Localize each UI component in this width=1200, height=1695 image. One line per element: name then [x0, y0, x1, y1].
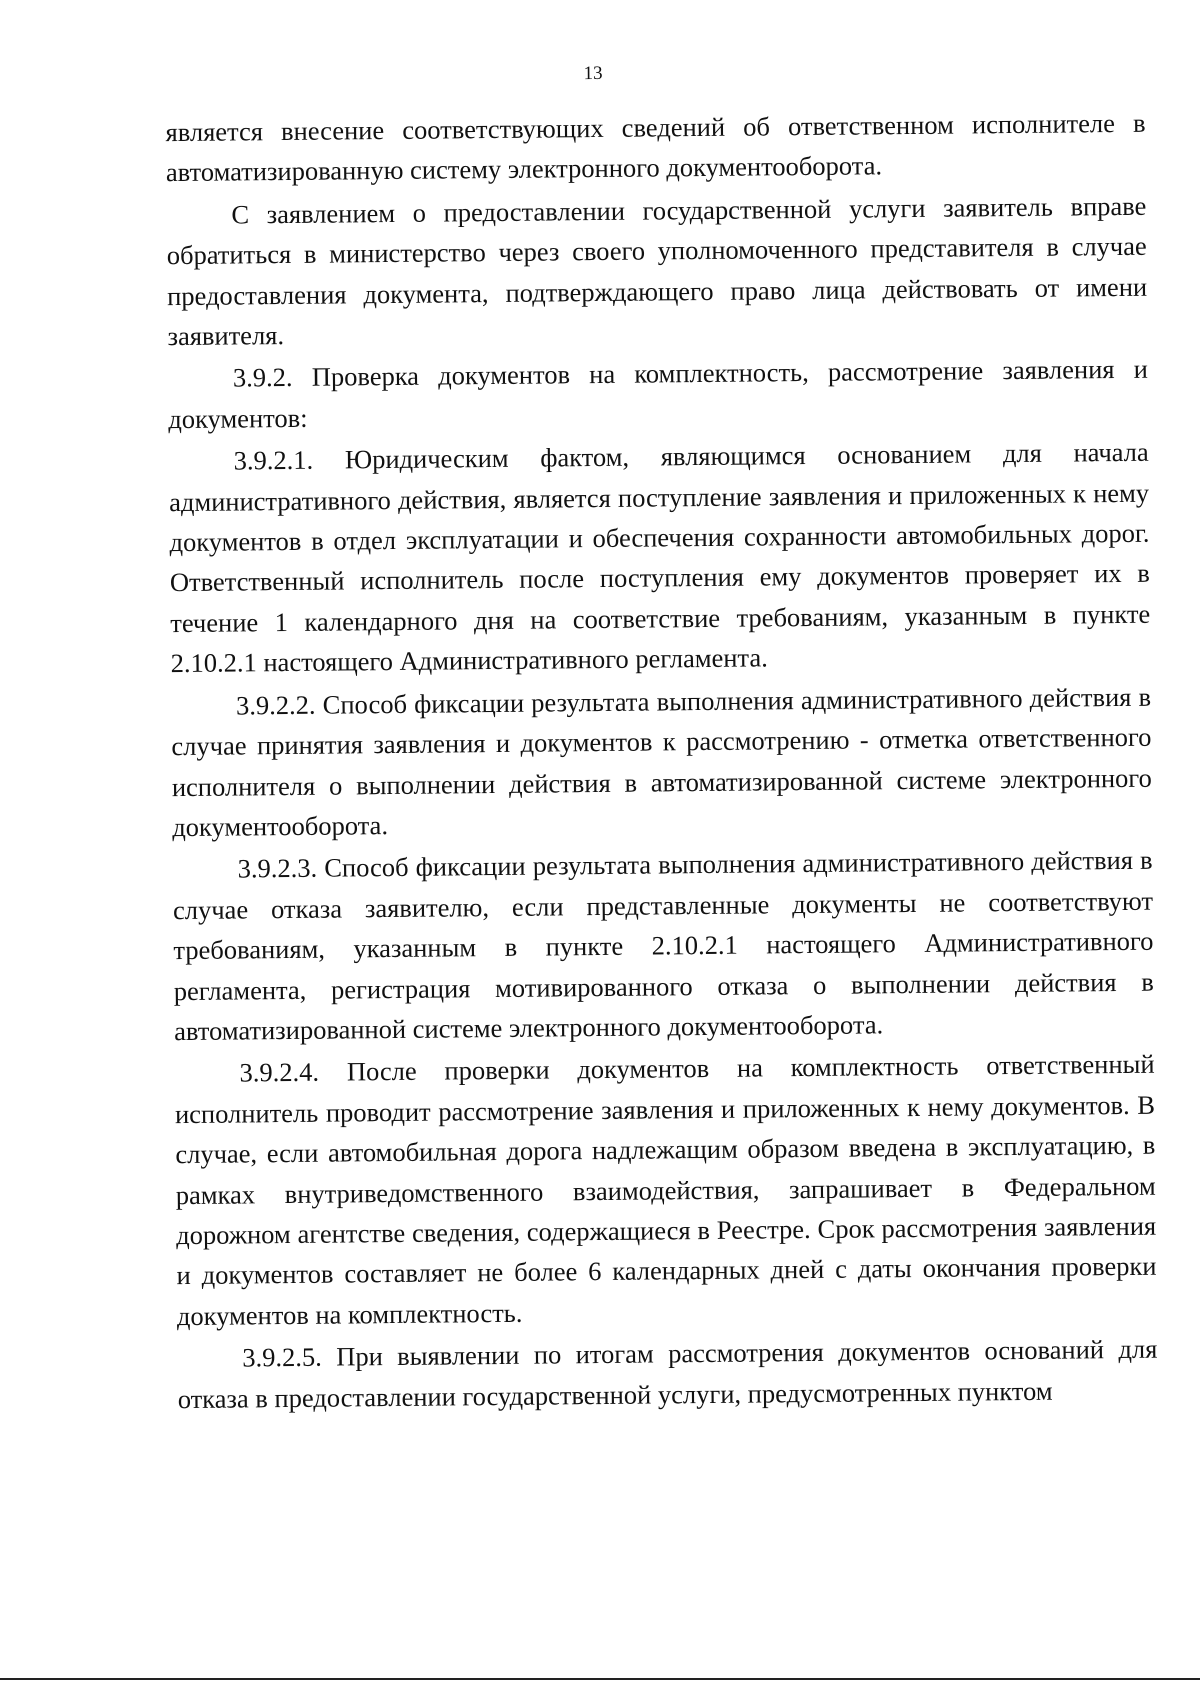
- paragraph-3-9-2-2: 3.9.2.2. Способ фиксации результата выполнения административного действия в случае принятия заявления и документов к рассмотрению - отметка ответственного исполнителя о выполнении действия в автоматизированной системе электронного документооборота.: [171, 681, 1152, 843]
- paragraph-continuation: является внесение соответствующих сведений об ответственном исполнителе в автоматизированную систему электронного документооборота.: [165, 107, 1146, 188]
- paragraph-3-9-2-4: 3.9.2.4. После проверки документов на комплектность ответственный исполнитель проводит рассмотрение заявления и приложенных к нему документов. В случае, если автомобильная дорога надлежащим образом введена в эксплуатацию, в рамках внутриведомственного взаимодействия, запрашивает в Федеральном дорожном агентстве сведения, содержащиеся в Реестре. Срок рассмотрения заявления и документов составляет не более 6 календарных дней с даты окончания проверки документов на комплектность.: [174, 1049, 1157, 1331]
- paragraph-representative: С заявлением о предоставлении государственной услуги заявитель вправе обратиться в министерство через своего уполномоченного представителя в случае предоставления документа, подтверждающего право лица действовать от имени заявителя.: [166, 190, 1148, 352]
- document-body: [165, 103, 1158, 1421]
- paragraph-3-9-2-1: 3.9.2.1. Юридическим фактом, являющимся основанием для начала административного действия, является поступление заявления и приложенных к нему документов в отдел эксплуатации и обеспечения сохранности автомобильных дорог. Ответственный исполнитель после поступления ему документов проверяет их в течение 1 календарного дня на соответствие требованиям, указанным в пункте 2.10.2.1 настоящего Административного регламента.: [168, 436, 1151, 679]
- paragraph-3-9-2: 3.9.2. Проверка документов на комплектность, рассмотрение заявления и документов:: [168, 354, 1149, 434]
- page-number: 13: [583, 62, 603, 85]
- bottom-rule: [0, 1678, 1200, 1680]
- paragraph-3-9-2-3: 3.9.2.3. Способ фиксации результата выполнения административного действия в случае отказа заявителю, если представленные документы не соответствуют требованиям, указанным в пункте 2.10.2.1 настоящего Административного регламента, регистрация мотивированного отказа о выполнении действия в автоматизированной системе электронного документооборота.: [172, 845, 1154, 1047]
- paragraph-3-9-2-5: 3.9.2.5. При выявлении по итогам рассмотрения документов оснований для отказа в предоставлении государственной услуги, предусмотренных пунктом: [177, 1333, 1158, 1414]
